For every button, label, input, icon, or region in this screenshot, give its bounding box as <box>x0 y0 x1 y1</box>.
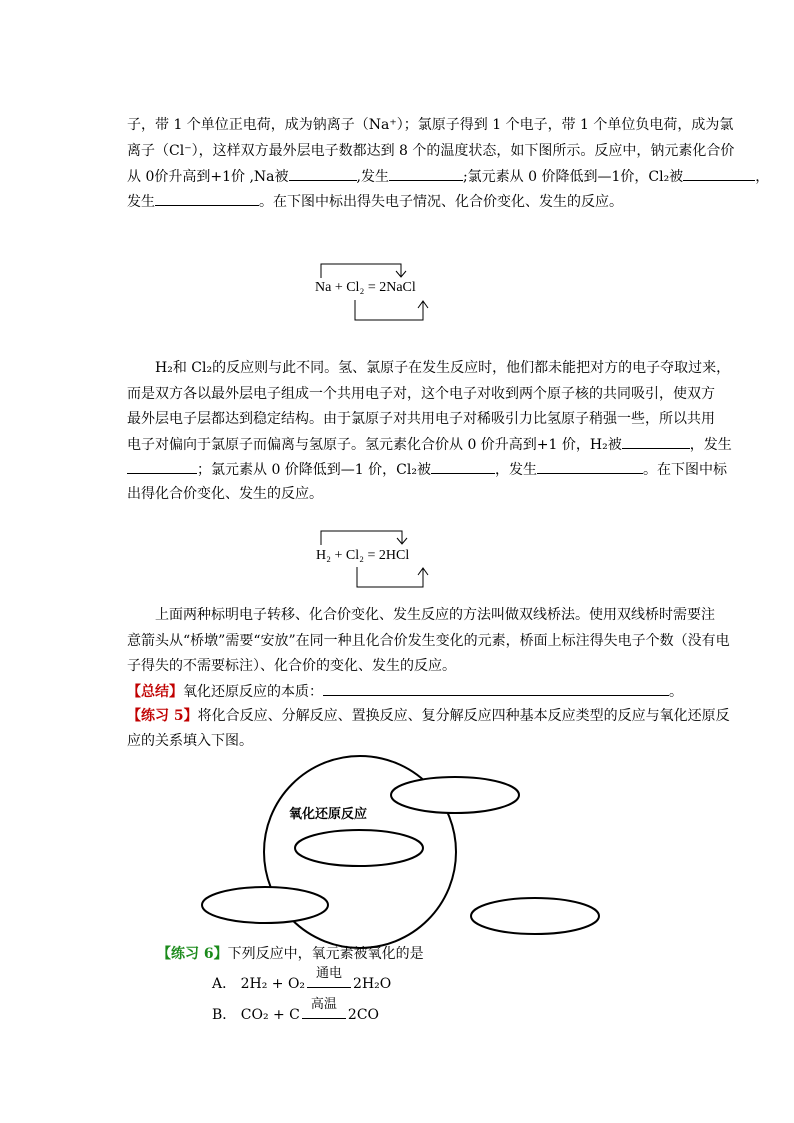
para3-line3: 子得失的不需要标注）、化合价的变化、发生的反应。 <box>127 658 456 674</box>
option-b-label: B． <box>212 1007 237 1023</box>
para1-line4 <box>127 191 623 212</box>
para2-line6: 出得化合价变化、发生的反应。 <box>127 486 323 502</box>
summary-text: 氧化还原反应的本质： <box>183 684 323 700</box>
ex6-text: 下列反应中，氧元素被氧化的是 <box>227 946 424 962</box>
para1-line3-c: ;氯元素从 0 价降低到—1价，Cl₂被 <box>462 169 684 185</box>
option-b-condition-bar <box>302 1018 346 1019</box>
option-a[interactable] <box>212 966 392 994</box>
para2-line2: 而是双方各以最外层电子组成一个共用电子对，这个电子对收到两个原子核的共同吸引，使双方 <box>127 386 715 402</box>
para1-line2: 离子（Cl⁻），这样双方最外层电子数都达到 8 个的温度状态，如下图所示。反应中，钠元素化合价 <box>127 143 735 159</box>
para2-line5-b: ，发生 <box>494 462 537 478</box>
blank-na-reaction[interactable] <box>389 166 463 181</box>
ex5-tag: 【练习 5】 <box>127 708 198 724</box>
para2-line5-c: 。在下图中标 <box>642 462 727 478</box>
eq2-bottom-bridge <box>357 567 423 587</box>
equation-h2-cl2: H₂ + Cl₂ = 2HCl <box>316 548 410 563</box>
blank-h2-oxidized[interactable] <box>622 434 690 449</box>
para2-line1: H₂和 Cl₂的反应则与此不同。氢、氯原子在发生反应时，他们都未能把对方的电子夺取过来， <box>155 360 731 376</box>
ex6-line <box>157 944 424 964</box>
ellipse-bottom-left[interactable] <box>202 887 328 923</box>
summary-end: 。 <box>669 684 683 700</box>
ex5-text1: 将化合反应、分解反应、置换反应、复分解反应四种基本反应类型的反应与氧化还原反 <box>197 708 730 724</box>
para1-line3-b: ,发生 <box>356 169 389 185</box>
summary-line <box>127 681 683 702</box>
option-a-label: A． <box>212 976 237 992</box>
ex6-tag: 【练习 6】 <box>157 946 228 962</box>
blank-summary[interactable] <box>323 681 669 696</box>
para1-line4-a: 发生 <box>127 194 155 210</box>
summary-tag: 【总结】 <box>127 684 183 700</box>
para1-line3 <box>127 166 769 187</box>
eq2-top-bridge <box>321 531 402 545</box>
para1-line1: 子，带 1 个单位正电荷，成为钠离子（Na⁺）；氯原子得到 1 个电子，带 1 个单位负电荷，成为氯 <box>127 117 734 133</box>
blank-na-oxidized[interactable] <box>289 166 357 181</box>
para1-line4-b: 。在下图中标出得失电子情况、化合价变化、发生的反应。 <box>259 194 623 210</box>
option-a-condition <box>307 966 351 988</box>
eq1-bottom-bridge <box>355 300 423 320</box>
para2-line5 <box>127 459 727 480</box>
para3-line2: 意箭头从“桥墩”需要“安放”在同一种且化合价发生变化的元素，桥面上标注得失电子个数（没有电 <box>127 633 730 649</box>
redox-circle-label: 氧化还原反应 <box>289 807 368 822</box>
ex5-line1 <box>127 706 730 726</box>
option-a-products: 2H₂O <box>353 976 392 992</box>
option-b-reactants: CO₂ + C <box>240 1007 300 1023</box>
para2-line3: 最外层电子层都达到稳定结构。由于氯原子对共用电子对稀吸引力比氢原子稍强一些，所以共用 <box>127 411 715 427</box>
ex5-line2: 应的关系填入下图。 <box>127 733 253 749</box>
para2-line5-a: ；氯元素从 0 价降低到—1 价，Cl₂被 <box>197 462 431 478</box>
option-a-condition-bar <box>307 987 351 988</box>
option-b-condition <box>302 997 346 1019</box>
blank-cl2-reduced[interactable] <box>683 166 755 181</box>
para2-line4-b: ，发生 <box>689 437 732 453</box>
para1-line3-d: ， <box>755 169 770 185</box>
para1-line3-a: 从 0价升高到+1价 ,Na被 <box>127 169 289 185</box>
option-a-reactants: 2H₂ + O₂ <box>240 976 306 992</box>
blank-cl2-reduced-2[interactable] <box>431 459 495 474</box>
para2-line4 <box>127 434 732 455</box>
option-b-products: 2CO <box>347 1007 380 1023</box>
equation-na-cl2: Na + Cl₂ = 2NaCl <box>315 280 416 295</box>
option-b-condition-text: 高温 <box>310 997 337 1012</box>
reaction-type-diagram <box>195 750 615 950</box>
ellipse-top-right[interactable] <box>391 777 519 813</box>
option-a-condition-text: 通电 <box>316 966 343 981</box>
para2-line4-a: 电子对偏向于氯原子而偏离与氢原子。氢元素化合价从 0 价升高到+1 价，H₂被 <box>127 437 622 453</box>
blank-cl-reaction-2[interactable] <box>537 459 643 474</box>
para3-line1: 上面两种标明电子转移、化合价变化、发生反应的方法叫做双线桥法。使用双线桥时需要注 <box>155 607 715 623</box>
ellipse-outside-right[interactable] <box>471 898 599 934</box>
blank-h-reaction[interactable] <box>127 459 197 474</box>
ellipse-inner[interactable] <box>295 830 423 866</box>
eq1-top-bridge <box>321 264 401 278</box>
option-b[interactable] <box>212 997 380 1025</box>
blank-cl-reaction[interactable] <box>155 191 259 206</box>
